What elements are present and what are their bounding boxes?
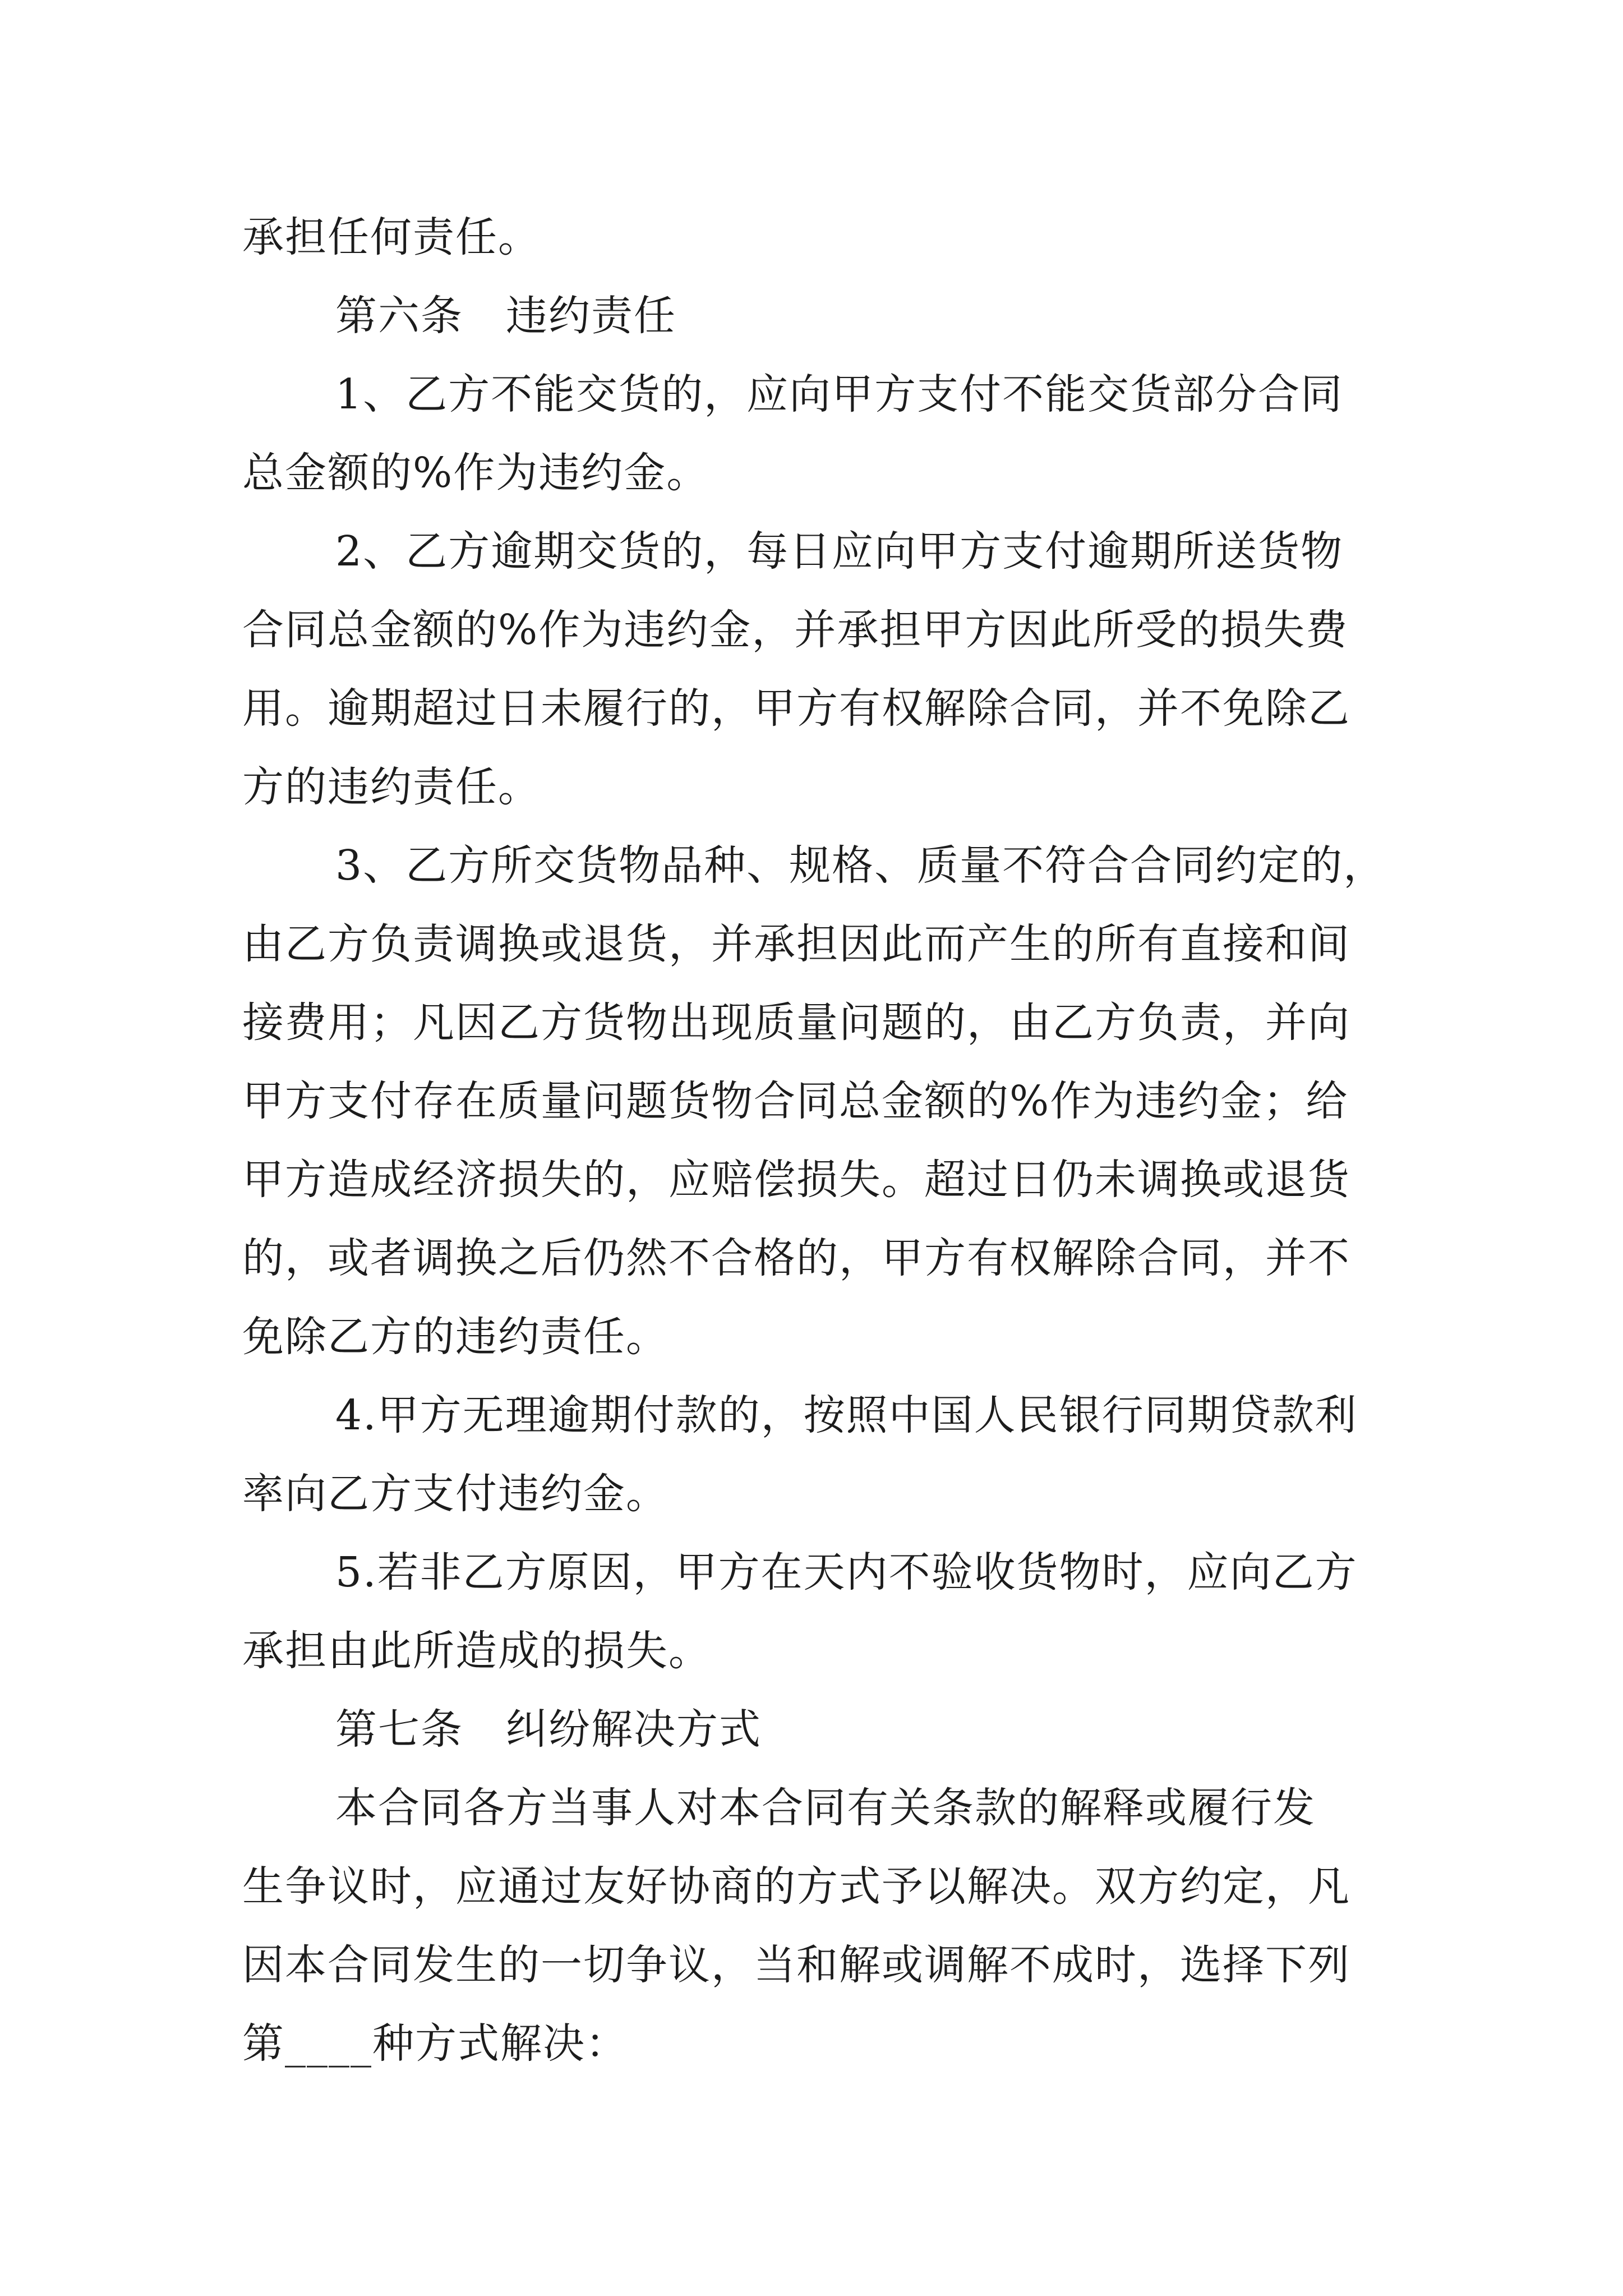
text-line: 5.若非乙方原因，甲方在天内不验收货物时，应向乙方: [335, 1548, 1358, 1596]
text-line: 甲方支付存在质量问题货物合同总金额的%作为违约金；给: [242, 1077, 1349, 1125]
text-line: 4.甲方无理逾期付款的，按照中国人民银行同期贷款利: [335, 1391, 1358, 1439]
text-line: 第____种方式解决：: [242, 2019, 628, 2068]
text-line: 方的违约责任。: [242, 763, 541, 811]
text-line: 甲方造成经济损失的，应赔偿损失。超过日仍未调换或退货: [242, 1156, 1350, 1204]
text-line: 的，或者调换之后仍然不合格的，甲方有权解除合同，并不: [242, 1234, 1350, 1282]
text-line: 3、乙方所交货物品种、规格、质量不符合合同约定的，: [335, 841, 1386, 890]
article-heading: 第七条 纠纷解决方式: [335, 1705, 762, 1754]
text-line: 承担任何责任。: [242, 213, 541, 261]
text-line: 接费用；凡因乙方货物出现质量问题的，由乙方负责，并向: [242, 999, 1350, 1047]
text-line: 本合同各方当事人对本合同有关条款的解释或履行发: [335, 1784, 1316, 1832]
text-line: 用。逾期超过日未履行的，甲方有权解除合同，并不免除乙: [242, 684, 1350, 733]
text-line: 因本合同发生的一切争议，当和解或调解不成时，选择下列: [242, 1941, 1350, 1989]
text-line: 承担由此所造成的损失。: [242, 1627, 711, 1675]
text-line: 总金额的%作为违约金。: [242, 449, 709, 497]
text-line: 合同总金额的%作为违约金，并承担甲方因此所受的损失费: [242, 606, 1349, 654]
text-line: 率向乙方支付违约金。: [242, 1470, 668, 1518]
article-heading: 第六条 违约责任: [335, 292, 676, 340]
text-line: 由乙方负责调换或退货，并承担因此而产生的所有直接和间: [242, 920, 1350, 968]
text-line: 2、乙方逾期交货的，每日应向甲方支付逾期所送货物: [335, 527, 1344, 576]
text-line: 生争议时，应通过友好协商的方式予以解决。双方约定，凡: [242, 1862, 1350, 1911]
text-line: 免除乙方的违约责任。: [242, 1313, 668, 1361]
text-line: 1、乙方不能交货的，应向甲方支付不能交货部分合同: [335, 370, 1344, 418]
